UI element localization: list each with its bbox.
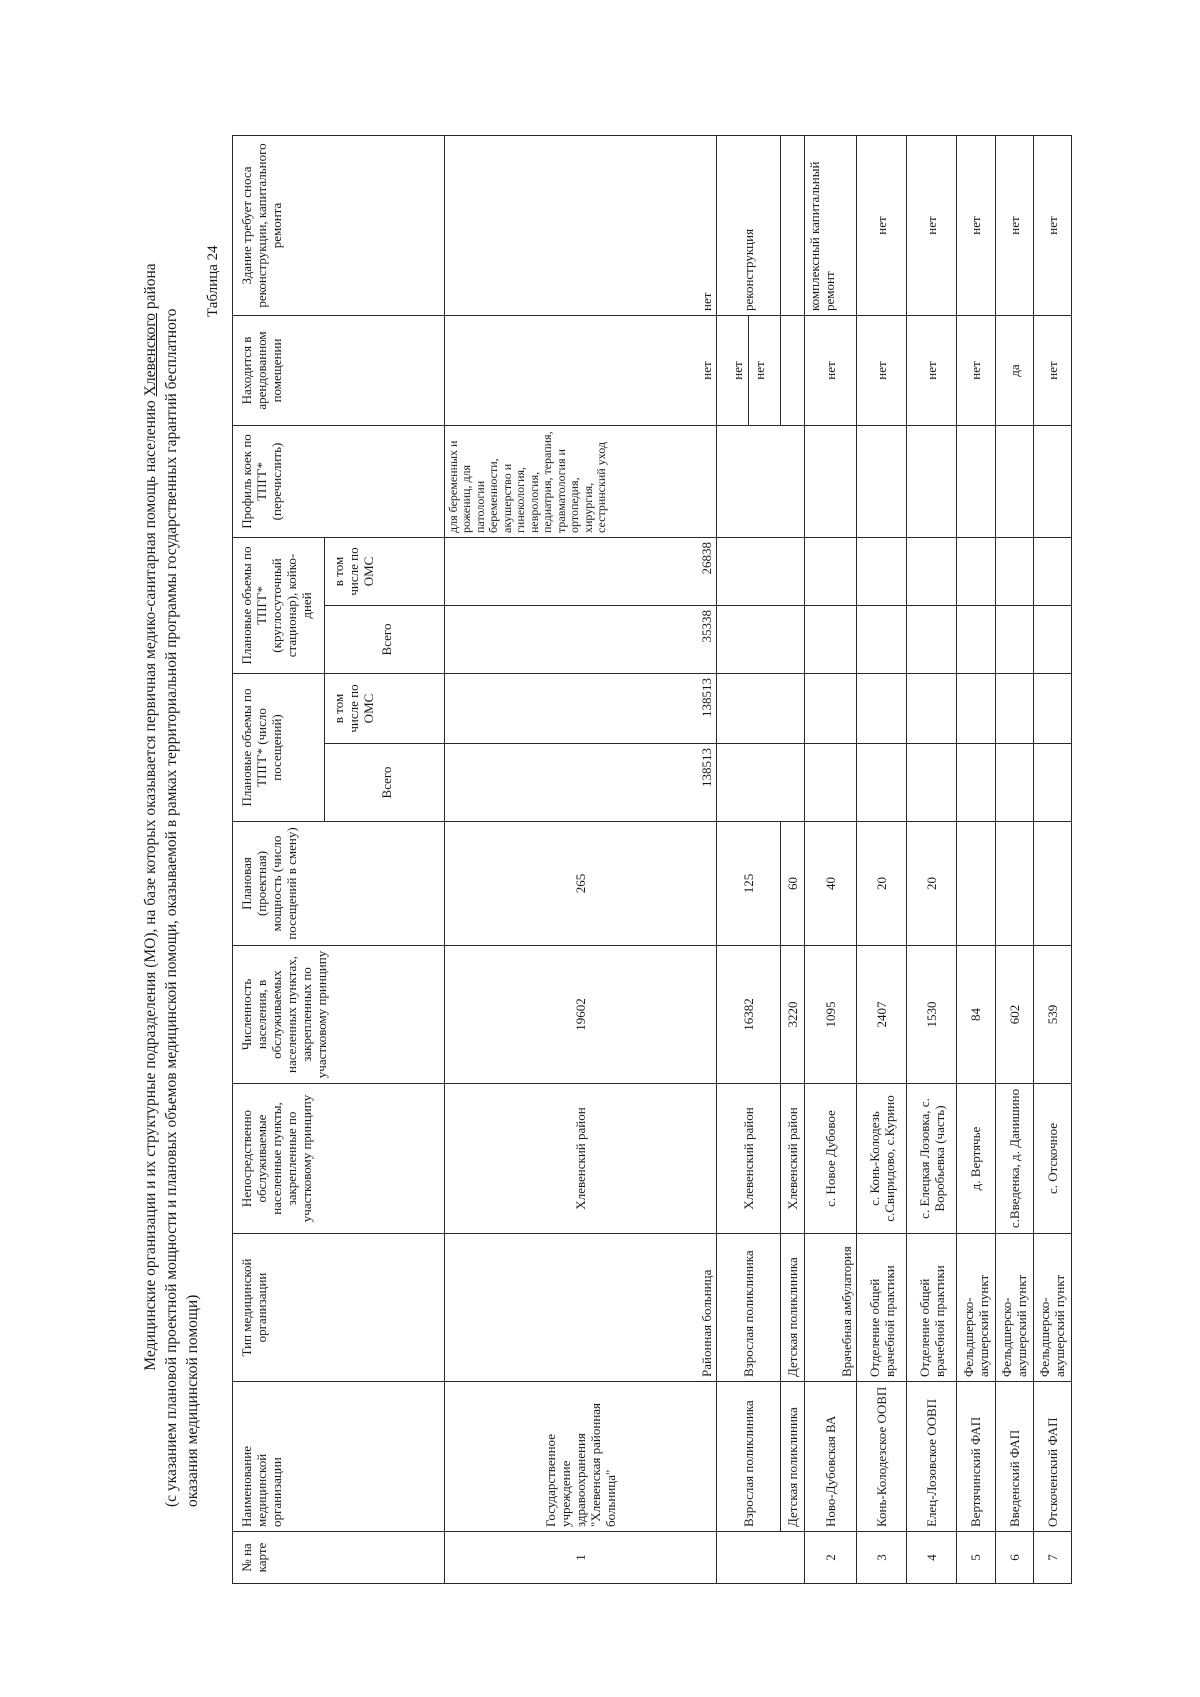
cell-empty	[804, 673, 856, 743]
header-visits: Плановые объемы по ТПГГ* (число посещений)	[233, 673, 325, 821]
cell-empty	[1033, 425, 1071, 537]
table-row	[857, 135, 907, 1583]
cell-rented: нет	[907, 315, 957, 425]
cell-visits-oms-empty	[717, 673, 804, 743]
cell-population: 84	[957, 946, 995, 1084]
cell-type: Районная больница	[444, 1234, 717, 1382]
table-row	[907, 135, 957, 1583]
cell-rented: нет	[857, 315, 907, 425]
cell-empty	[804, 537, 856, 605]
cell-capacity: 60	[780, 822, 804, 946]
table-header-row	[233, 135, 325, 1583]
cell-name: Ново-Дубовская ВА	[804, 1382, 856, 1532]
cell-type: Отделение общей врачебной практики	[857, 1234, 907, 1382]
cell-empty	[907, 744, 957, 822]
cell-capacity: 265	[444, 822, 717, 946]
title-underlined-district: Хлевенского	[142, 313, 159, 397]
header-beds-total: Всего	[324, 605, 444, 673]
table-row	[1033, 135, 1071, 1583]
cell-type: Отделение общей врачебной практики	[907, 1234, 957, 1382]
table-label: Таблица 24	[205, 245, 221, 317]
cell-population: 3220	[780, 946, 804, 1084]
cell-rented-b: нет	[752, 361, 768, 380]
cell-rented-empty	[780, 315, 804, 425]
cell-empty	[1033, 822, 1071, 946]
table-row	[804, 135, 856, 1583]
header-profile: Профиль коек по ТПГГ* (перечислить)	[233, 425, 445, 537]
cell-empty	[957, 537, 995, 605]
cell-type: Взрослая поликлиника	[717, 1234, 780, 1382]
cell-name: Конь-Колодезское ООВП	[857, 1382, 907, 1532]
cell-beds-total: 35338	[444, 605, 717, 673]
cell-rented: да	[995, 315, 1033, 425]
table-row	[444, 135, 717, 1583]
cell-empty	[1033, 537, 1071, 605]
cell-settlements: Хлевенский район	[717, 1084, 780, 1234]
cell-empty	[907, 537, 957, 605]
cell-empty	[995, 425, 1033, 537]
cell-name: Елец-Лозовское ООВП	[907, 1382, 957, 1532]
cell-name: Детская поликлиника	[780, 1382, 804, 1532]
table-row	[717, 135, 780, 1583]
cell-name: Взрослая поликлиника	[717, 1382, 780, 1532]
cell-empty	[995, 673, 1033, 743]
cell-repair: реконструкция	[717, 135, 780, 315]
cell-beds-oms: 26838	[444, 537, 717, 605]
cell-num: 2	[804, 1532, 856, 1584]
table-row	[780, 135, 804, 1583]
table-row	[995, 135, 1033, 1583]
cell-population: 1530	[907, 946, 957, 1084]
cell-settlements: с. Конь-Колодезь с.Свиридово, с.Курино	[857, 1084, 907, 1234]
cell-population: 2407	[857, 946, 907, 1084]
cell-visits-oms: 138513	[444, 673, 717, 743]
cell-rented	[717, 315, 780, 425]
cell-empty	[957, 673, 995, 743]
header-repair: Здание требует сноса реконструкции, капитального ремонта	[233, 135, 445, 315]
header-visits-oms: в том числе по ОМС	[324, 673, 444, 743]
title-line-1-end: района	[142, 263, 159, 314]
header-settlements: Непосредственно обслуживаемые населенные пункты, закрепленные по участковому принципу	[233, 1084, 445, 1234]
cell-name: Вертячинский ФАП	[957, 1382, 995, 1532]
cell-population: 602	[995, 946, 1033, 1084]
cell-settlements: Хлевенский район	[780, 1084, 804, 1234]
header-beds: Плановые объемы по ТПГГ* (круглосуточный стационар), койко-дней	[233, 537, 325, 673]
cell-visits-total-empty	[717, 744, 804, 822]
cell-capacity: 20	[857, 822, 907, 946]
cell-beds-oms-empty	[717, 537, 804, 605]
cell-repair: нет	[957, 135, 995, 315]
medical-organizations-table	[232, 135, 1072, 1584]
cell-settlements: с. Елецкая Лозовка, с. Воробьевка (часть)	[907, 1084, 957, 1234]
cell-empty	[995, 537, 1033, 605]
cell-empty	[1033, 605, 1071, 673]
cell-capacity: 125	[717, 822, 780, 946]
cell-population: 16382	[717, 946, 780, 1084]
header-capacity: Плановая (проектная) мощность (число посещений в смену)	[233, 822, 445, 946]
cell-name: Введенский ФАП	[995, 1382, 1033, 1532]
cell-num	[717, 1532, 804, 1584]
cell-empty	[857, 537, 907, 605]
cell-type: Врачебная амбулатория	[804, 1234, 856, 1382]
cell-empty	[1033, 673, 1071, 743]
cell-name: Государственное учреждение здравоохранения "Хлевенская районная больница"	[444, 1382, 717, 1532]
cell-rented: нет	[1033, 315, 1071, 425]
table-row	[957, 135, 995, 1583]
cell-repair: нет	[1033, 135, 1071, 315]
cell-capacity: 20	[907, 822, 957, 946]
cell-empty	[957, 605, 995, 673]
cell-empty	[907, 605, 957, 673]
header-name: Наименование медицинской организации	[233, 1382, 445, 1532]
cell-empty	[957, 744, 995, 822]
cell-profile-empty	[717, 425, 804, 537]
cell-repair: нет	[444, 135, 717, 315]
document-title	[140, 167, 203, 1507]
cell-num: 1	[444, 1532, 717, 1584]
cell-type: Детская поликлиника	[780, 1234, 804, 1382]
cell-empty	[857, 673, 907, 743]
cell-type: Фельдшерско-акушерский пункт	[957, 1234, 995, 1382]
title-line-1: Медицинские организации и их структурные подразделения (МО), на базе которых оказывается первичная медико-санитарная помощь населению	[142, 396, 159, 1371]
cell-empty	[957, 425, 995, 537]
cell-num: 4	[907, 1532, 957, 1584]
cell-num: 6	[995, 1532, 1033, 1584]
header-num: № на карте	[233, 1532, 445, 1584]
header-visits-total: Всего	[324, 744, 444, 822]
cell-repair: нет	[995, 135, 1033, 315]
cell-repair: нет	[857, 135, 907, 315]
cell-rented-a: нет	[727, 316, 749, 425]
cell-num: 7	[1033, 1532, 1071, 1584]
cell-empty	[804, 425, 856, 537]
cell-empty	[907, 425, 957, 537]
cell-visits-total: 138513	[444, 744, 717, 822]
title-line-3: оказания медицинской помощи)	[184, 1294, 201, 1507]
cell-repair: комплексный капитальный ремонт	[804, 135, 856, 315]
cell-empty	[995, 822, 1033, 946]
cell-repair: нет	[907, 135, 957, 315]
cell-empty	[907, 673, 957, 743]
cell-rented: нет	[444, 315, 717, 425]
cell-settlements: с. Отскочное	[1033, 1084, 1071, 1234]
cell-empty	[995, 605, 1033, 673]
header-type: Тип медицинской организации	[233, 1234, 445, 1382]
cell-type: Фельдшерско-акушерский пункт	[1033, 1234, 1071, 1382]
header-population: Численность населения, в обслуживаемых населенных пунктах, закрепленных по участковому принципу	[233, 946, 445, 1084]
cell-settlements: с.Введенка, д. Данишино	[995, 1084, 1033, 1234]
cell-rented: нет	[957, 315, 995, 425]
cell-type: Фельдшерско-акушерский пункт	[995, 1234, 1033, 1382]
cell-num: 3	[857, 1532, 907, 1584]
cell-profile: для беременных и рожениц, для патологии беременности, акушерство и гинекология, неврология, педиатрия, терапия, травматология и ортопедия, хирургия, сестринский уход	[444, 425, 717, 537]
cell-capacity: 40	[804, 822, 856, 946]
cell-empty	[857, 605, 907, 673]
cell-rented: нет	[804, 315, 856, 425]
cell-beds-total-empty	[717, 605, 804, 673]
title-line-2: (с указанием плановой проектной мощности и плановых объемов медицинской помощи, оказываемой в рамках территориальной программы государственных гарантий бесплатного	[163, 308, 180, 1507]
cell-settlements: д. Вертячье	[957, 1084, 995, 1234]
cell-empty	[857, 744, 907, 822]
cell-empty	[957, 822, 995, 946]
cell-num: 5	[957, 1532, 995, 1584]
cell-empty	[804, 605, 856, 673]
cell-empty	[804, 744, 856, 822]
cell-settlements: Хлевенский район	[444, 1084, 717, 1234]
cell-name: Отскоченский ФАП	[1033, 1382, 1071, 1532]
cell-population: 539	[1033, 946, 1071, 1084]
cell-empty	[995, 744, 1033, 822]
header-rented: Находится в арендованном помещении	[233, 315, 445, 425]
cell-empty	[1033, 744, 1071, 822]
cell-repair-empty	[780, 135, 804, 315]
cell-population: 19602	[444, 946, 717, 1084]
cell-population: 1095	[804, 946, 856, 1084]
cell-empty	[857, 425, 907, 537]
header-beds-oms: в том числе по ОМС	[324, 537, 444, 605]
cell-settlements: с. Новое Дубовое	[804, 1084, 856, 1234]
